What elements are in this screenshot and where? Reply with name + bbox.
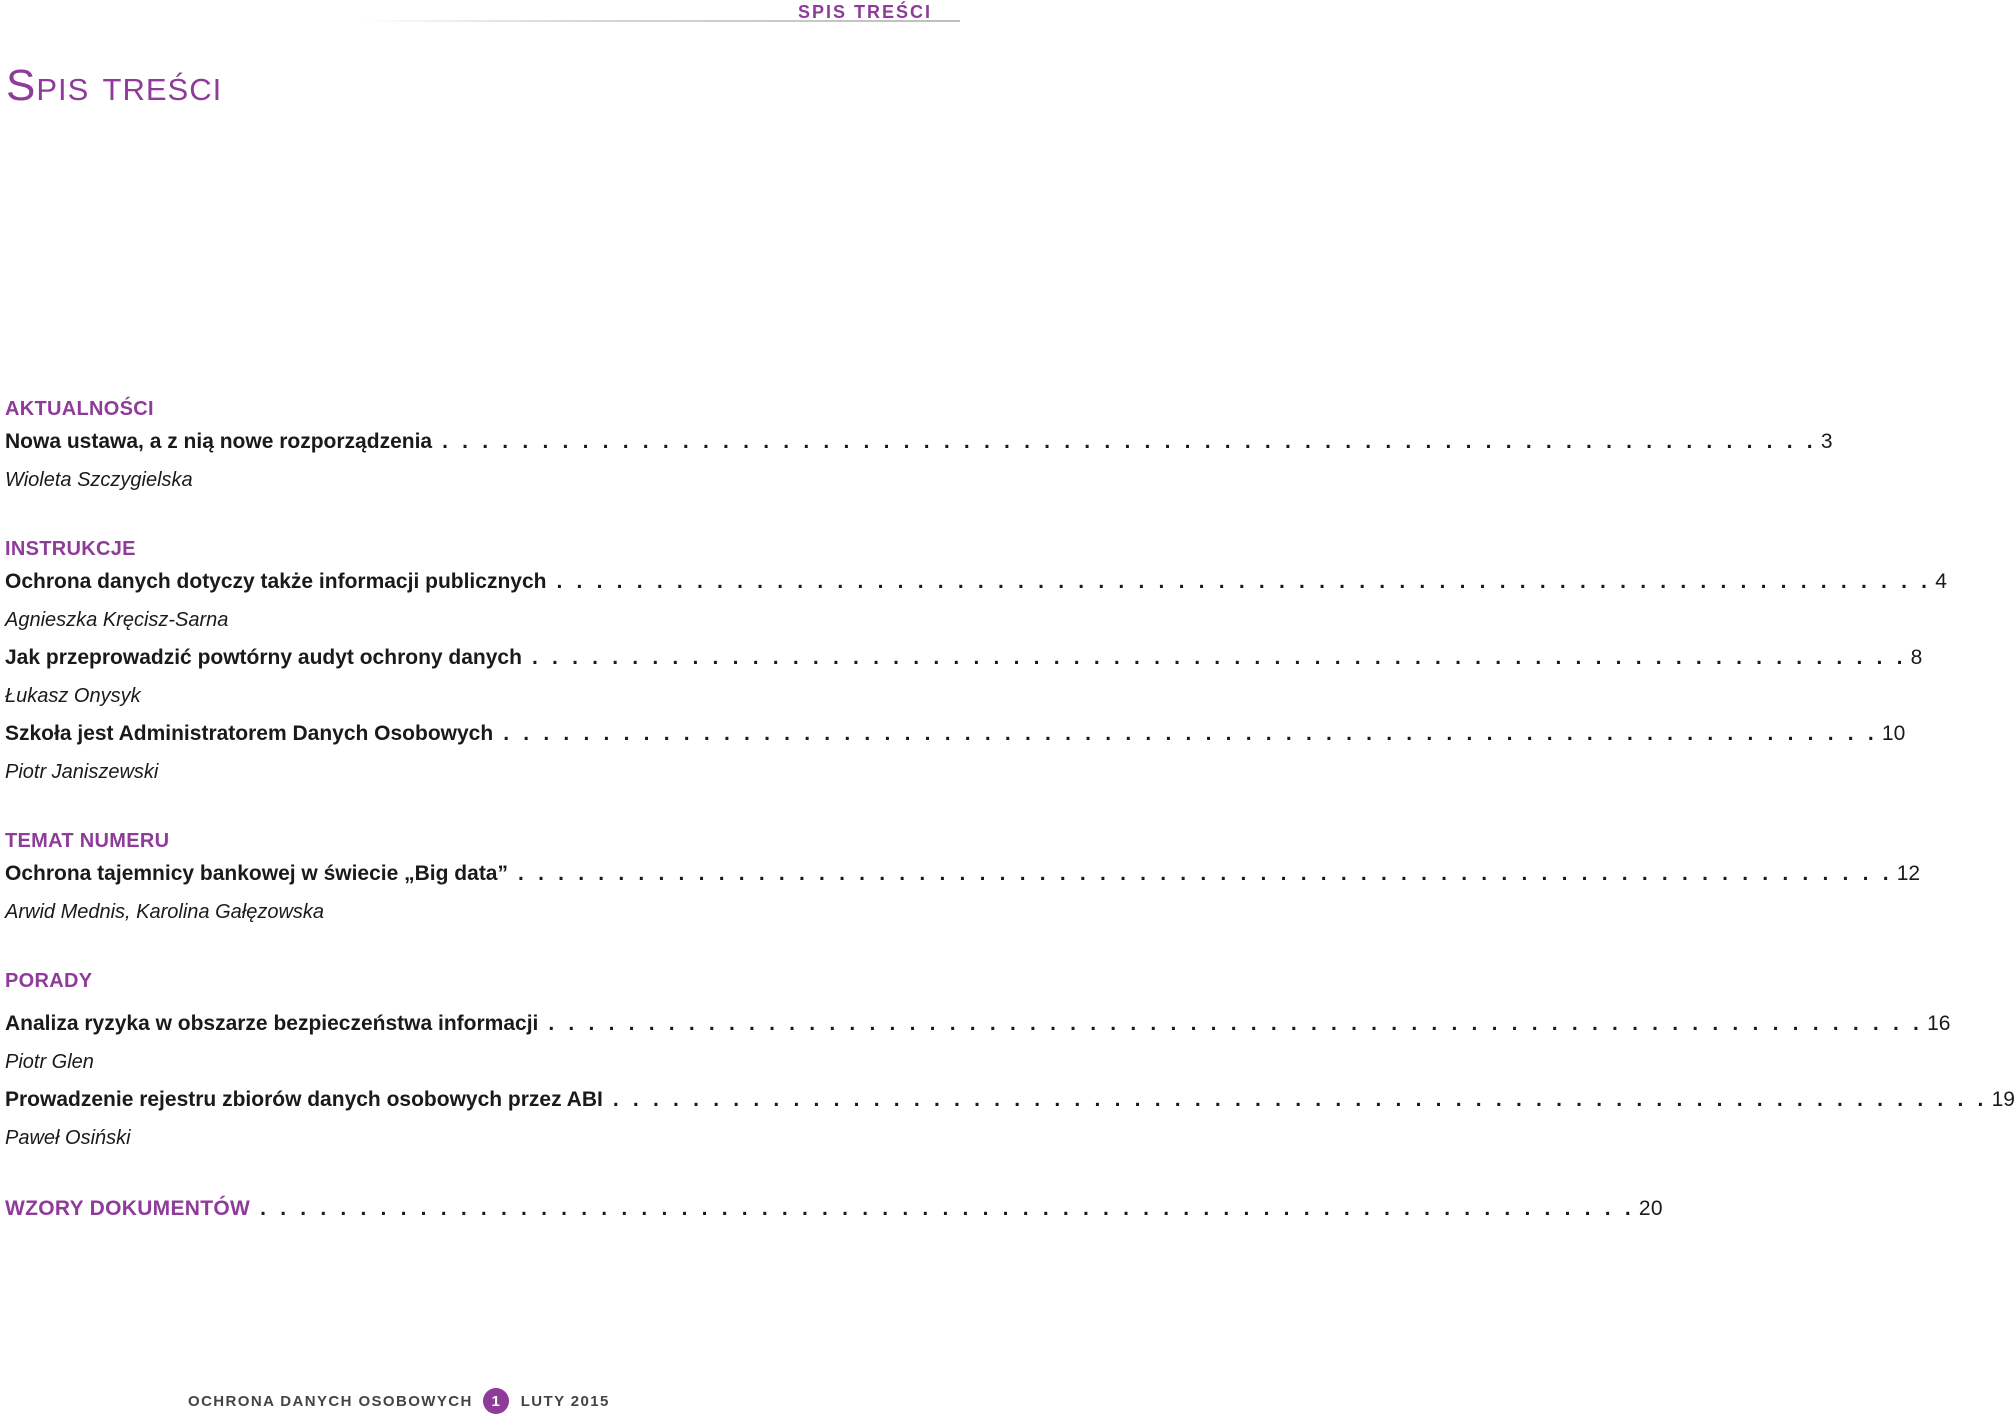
entry-author: Arwid Mednis, Karolina Gałęzowska <box>5 901 325 923</box>
page-number: 8 <box>1910 646 1923 669</box>
issue-number-badge: 1 <box>483 1388 509 1414</box>
dot-leader: . . . . . . . . . . . . . . . . . . . . . . . . . . . . . . . . . . . . . . . . . . . . . . . . . . . . . . . . . . . . . . . . . . . . . <box>503 722 1878 745</box>
entry-author: Piotr Janiszewski <box>5 761 159 783</box>
page-number: 3 <box>1820 430 1833 453</box>
toc-entry[interactable] <box>5 1082 2015 1118</box>
page-number: 20 <box>1638 1197 1663 1220</box>
entry-author: Paweł Osiński <box>5 1127 131 1149</box>
page-number: 19 <box>1991 1088 2015 1111</box>
entry-title: Analiza ryzyka w obszarze bezpieczeństwa informacji <box>5 1012 539 1035</box>
page-footer <box>188 1386 610 1416</box>
entry-title: Jak przeprowadzić powtórny audyt ochrony danych <box>5 646 522 669</box>
section-spacer <box>5 1158 930 1192</box>
toc-entry[interactable] <box>5 1006 1951 1042</box>
page-number: 10 <box>1881 722 1906 745</box>
dot-leader: . . . . . . . . . . . . . . . . . . . . . . . . . . . . . . . . . . . . . . . . . . . . . . . . . . . . . . . . . . . . . . . . . . . . . <box>518 862 1893 885</box>
toc-section-instrukcje <box>5 534 1947 792</box>
entry-author: Łukasz Onysyk <box>5 685 141 707</box>
running-head: SPIS TREŚCI <box>797 2 932 22</box>
entry-author: Agnieszka Kręcisz-Sarna <box>5 609 229 631</box>
entry-title: Nowa ustawa, a z nią nowe rozporządzenia <box>5 430 433 453</box>
page-number: 4 <box>1935 570 1947 593</box>
page-number: 12 <box>1896 862 1921 885</box>
dot-leader: . . . . . . . . . . . . . . . . . . . . . . . . . . . . . . . . . . . . . . . . . . . . . . . . . . . . . . . . . . . . . . . . . . . . . <box>531 646 1907 669</box>
entry-title: Ochrona tajemnicy bankowej w świecie „Big data” <box>5 862 508 885</box>
section-heading: INSTRUKCJE <box>5 538 136 560</box>
page-title: Spis treści <box>6 61 223 110</box>
section-spacer <box>5 500 930 534</box>
dot-leader: . . . . . . . . . . . . . . . . . . . . . . . . . . . . . . . . . . . . . . . . . . . . . . . . . . . . . . . . . . . . . . . . . . . . . <box>612 1088 1988 1111</box>
section-heading: AKTUALNOŚCI <box>5 398 154 420</box>
issue-date: LUTY 2015 <box>520 1392 610 1410</box>
toc-section-porady <box>5 966 2015 1158</box>
entry-author: Wioleta Szczygielska <box>5 469 193 491</box>
toc-section-aktualnosci <box>5 394 1833 500</box>
entry-title: Ochrona danych dotyczy także informacji publicznych <box>5 570 547 593</box>
toc-entry[interactable] <box>5 716 1906 752</box>
dot-leader: . . . . . . . . . . . . . . . . . . . . . . . . . . . . . . . . . . . . . . . . . . . . . . . . . . . . . . . . . . . . . . . . . . . . . <box>556 570 1932 593</box>
entry-title: Prowadzenie rejestru zbiorów danych osobowych przez ABI <box>5 1088 603 1111</box>
toc-entry[interactable] <box>5 564 1947 600</box>
toc-entry[interactable] <box>5 424 1833 460</box>
toc-section-wzory-dokumentow[interactable] <box>5 1192 1663 1226</box>
entry-author: Piotr Glen <box>5 1051 94 1073</box>
section-heading: TEMAT NUMERU <box>5 830 170 852</box>
publication-name: OCHRONA DANYCH OSOBOWYCH <box>188 1392 473 1410</box>
dot-leader: . . . . . . . . . . . . . . . . . . . . . . . . . . . . . . . . . . . . . . . . . . . . . . . . . . . . . . . . . . . . . . . . . . . . . <box>260 1197 1635 1220</box>
section-spacer <box>5 932 930 966</box>
toc-entry[interactable] <box>5 640 1923 676</box>
table-of-contents <box>5 394 2015 1226</box>
toc-section-temat-numeru <box>5 826 1921 932</box>
section-heading: PORADY <box>5 970 93 992</box>
section-spacer <box>5 792 930 826</box>
dot-leader: . . . . . . . . . . . . . . . . . . . . . . . . . . . . . . . . . . . . . . . . . . . . . . . . . . . . . . . . . . . . . . . . . . . . . <box>442 430 1817 453</box>
entry-title: Szkoła jest Administratorem Danych Osobowych <box>5 722 494 745</box>
toc-entry[interactable] <box>5 856 1921 892</box>
page-number: 16 <box>1927 1012 1951 1035</box>
dot-leader: . . . . . . . . . . . . . . . . . . . . . . . . . . . . . . . . . . . . . . . . . . . . . . . . . . . . . . . . . . . . . . . . . . . . . <box>548 1012 1924 1035</box>
section-heading: WZORY DOKUMENTÓW <box>5 1197 251 1220</box>
heading-spacer <box>5 996 930 1006</box>
